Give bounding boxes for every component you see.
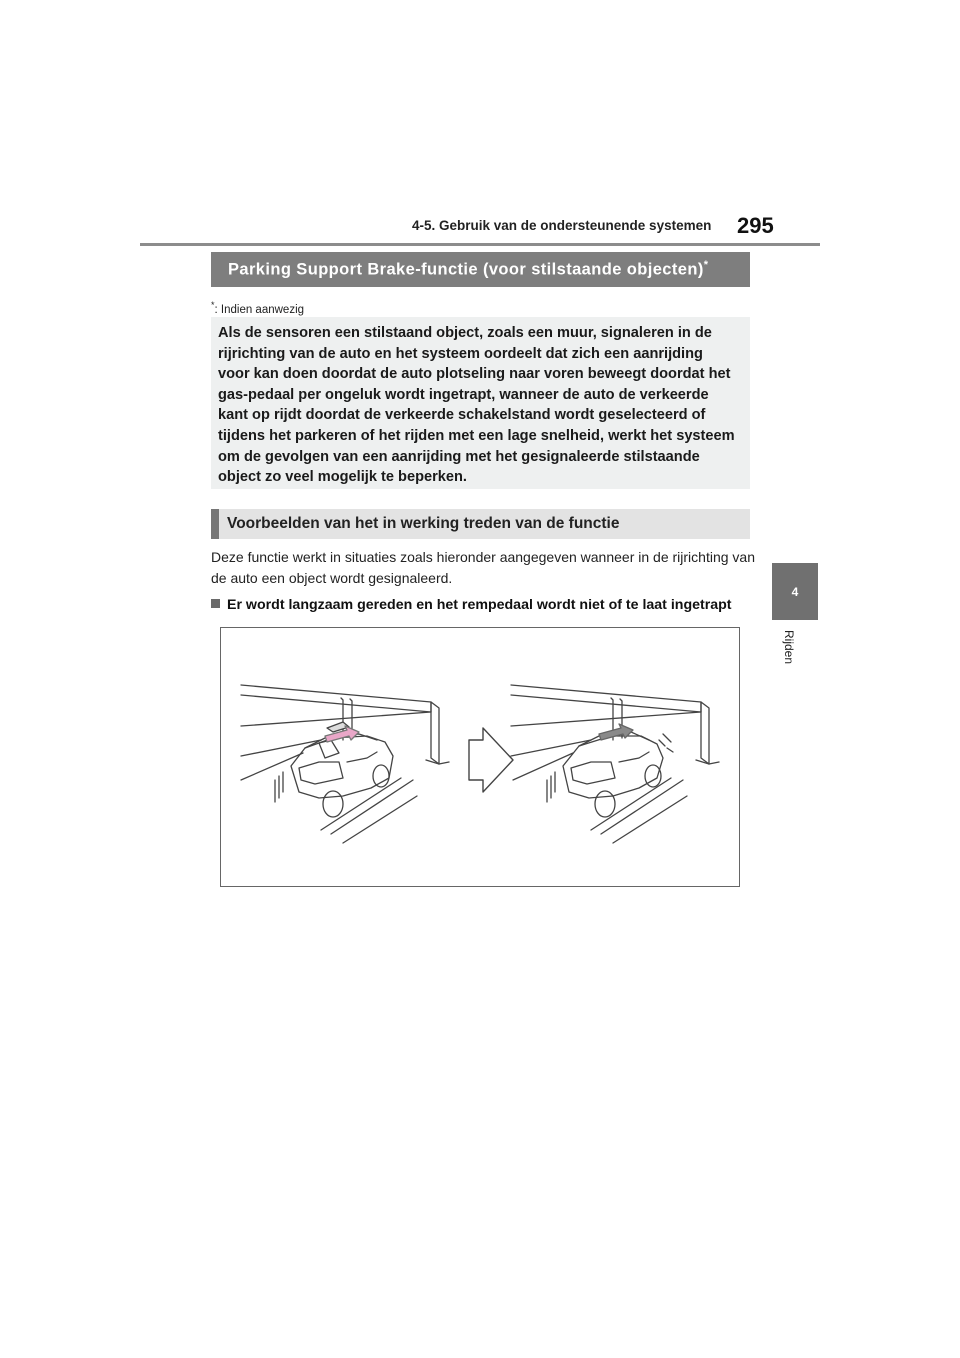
heading-accent: [211, 509, 219, 539]
wall-right: [511, 685, 719, 764]
chapter-number: 4: [791, 584, 799, 599]
footnote-asterisk: *: [211, 300, 215, 310]
parking-illustration: [221, 628, 739, 886]
forward-arrow-right: [599, 724, 633, 740]
header-rule: [140, 243, 820, 246]
footnote-marker: *: [703, 259, 709, 272]
footnote-text: : Indien aanwezig: [214, 303, 305, 316]
square-bullet-icon: [211, 599, 220, 608]
chapter-label: Rijden: [782, 630, 796, 665]
page-number: 295: [737, 213, 774, 238]
section-heading-parking-support: [211, 252, 750, 287]
intro-box: [211, 317, 750, 489]
illustration-frame: [220, 627, 740, 887]
section-heading-examples: [211, 509, 750, 539]
body-paragraph: Deze functie werkt in situaties zoals hieronder aangegeven wanneer in de rijrichting van de auto een object wordt gesignaleerd.: [211, 549, 755, 586]
section-title: Parking Support Brake-functie (voor stilstaande objecten): [228, 260, 704, 279]
bullet-item: [211, 597, 732, 613]
intro-text: Als de sensoren een stilstaand object, zoals een muur, signaleren in de rijrichting van de auto en het systeem oordeelt dat zich een aanrijding voor kan doen doordat de auto plotseling naar voren beweegt doordat het gas-pedaal per ongeluk wordt ingetrapt, wanneer de auto de verkeerde kant op rijdt doordat de verkeerde schakelstand wordt geselecteerd of tijdens het parkeren of het rijden met een lage snelheid, werkt het systeem om de gevolgen van een aanrijding met het gesignaleerde stilstaande object zo veel mogelijk te beperken.: [218, 325, 735, 486]
bullet-text: Er wordt langzaam gereden en het rempedaal wordt niet of te laat ingetrapt: [227, 597, 732, 613]
running-header: 4-5. Gebruik van de ondersteunende systemen: [412, 218, 712, 233]
heading-accent: [211, 252, 219, 287]
section-title: Voorbeelden van het in werking treden van de functie: [227, 515, 620, 532]
chapter-tab: [772, 563, 818, 620]
transition-arrow: [469, 728, 513, 792]
footnote: [211, 300, 304, 316]
